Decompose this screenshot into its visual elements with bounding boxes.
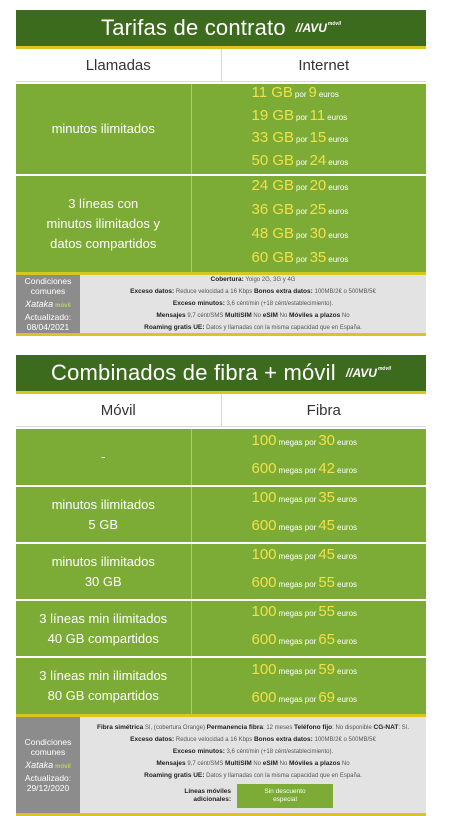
xataka-logo-text: Xataka: [25, 299, 54, 309]
condition-label: Fibra simétrica: [97, 724, 144, 731]
price-value: 69: [318, 688, 336, 706]
price-amount: 100: [251, 489, 277, 507]
condition-line: [86, 746, 420, 758]
price-amount: 600: [251, 688, 277, 706]
brand-logo: [296, 21, 341, 35]
updated-label: Actualizado:: [24, 773, 72, 783]
table-row: [16, 82, 426, 174]
condition-value: Yoigo 2G, 3G y 4G: [243, 277, 296, 283]
table-row: [16, 427, 426, 485]
condition-label: MultiSIM: [225, 760, 252, 767]
condition-value: : No disponible: [332, 725, 374, 731]
plan-description: [16, 176, 192, 272]
price-list: [192, 544, 427, 599]
plan-description-line: 3 líneas min ilimitados: [39, 610, 168, 626]
plan-description-lines: [39, 666, 167, 706]
price-value: 35: [309, 248, 327, 266]
price-line: [252, 152, 351, 175]
plan-description: [16, 429, 192, 485]
condition-value: 9,7 cént/SMS: [185, 761, 226, 767]
plan-description-lines: [39, 609, 167, 649]
plan-description-lines: [101, 447, 105, 467]
condition-line: [86, 310, 420, 322]
xataka-logo-sub: móvil: [55, 764, 71, 770]
conditions-side: [16, 275, 80, 333]
price-per: megas por: [278, 579, 317, 589]
brand-sub: móvil: [377, 366, 391, 372]
price-unit: euros: [327, 112, 348, 122]
section-header: [16, 10, 426, 49]
price-unit: euros: [328, 135, 349, 144]
condition-value: : 12 meses: [262, 725, 294, 731]
condition-label: Roaming gratis UE:: [144, 772, 205, 779]
condition-label: Exceso minutos:: [172, 300, 225, 307]
plan-description-line: 30 GB: [84, 573, 122, 589]
price-line: [252, 574, 360, 597]
condition-value: No: [251, 761, 263, 767]
price-value: 20: [309, 176, 327, 194]
price-line: [252, 129, 351, 152]
condition-value: Sí, (cobertura Orange): [143, 725, 207, 731]
condition-value: 100MB/2€ o 500MB/5€: [312, 289, 376, 295]
price-unit: euros: [337, 666, 358, 676]
condition-value: No: [340, 761, 350, 767]
price-per: megas por: [278, 522, 317, 532]
condition-label: Bonos extra datos:: [253, 288, 313, 295]
col-header-fiber: Fibra: [306, 401, 341, 419]
no-discount-badge: Sin descuento especial: [237, 784, 333, 808]
tariff-rows: [16, 82, 426, 272]
price-amount: 100: [251, 431, 277, 449]
price-line: [252, 631, 360, 654]
price-list: [192, 176, 427, 272]
price-per: por: [296, 254, 308, 264]
plan-description-line: 3 líneas min ilimitados: [39, 668, 168, 683]
condition-label: Exceso datos:: [130, 288, 175, 295]
price-per: por: [296, 135, 308, 144]
price-unit: euros: [328, 182, 349, 192]
price-amount: 600: [251, 459, 277, 477]
price-unit: euros: [337, 552, 358, 562]
price-value: 55: [318, 573, 336, 591]
condition-label: Roaming gratis UE:: [144, 324, 205, 331]
col-header-mobile: Móvil: [16, 394, 222, 426]
condition-line: [86, 286, 420, 298]
price-value: 59: [318, 660, 336, 678]
table-row: [16, 174, 426, 272]
condition-label: Teléfono fijo: [294, 724, 333, 731]
condition-line: [86, 322, 420, 334]
price-per: megas por: [278, 694, 317, 704]
plan-description-lines: [52, 552, 155, 592]
plan-description-line: minutos ilimitados: [51, 121, 155, 136]
plan-description-line: minutos ilimitados y: [46, 216, 160, 231]
condition-label: Permanencia fibra: [206, 724, 263, 731]
section-title: Tarifas de contrato: [101, 15, 286, 40]
price-unit: euros: [337, 636, 358, 646]
price-per: por: [296, 112, 308, 122]
price-unit: euros: [328, 230, 349, 240]
price-per: megas por: [278, 636, 317, 646]
condition-label: CG-NAT: [373, 724, 399, 731]
conditions-text: [80, 275, 426, 333]
col-header-internet: Internet: [298, 56, 350, 74]
price-value: 11: [309, 106, 326, 124]
price-amount: 100: [251, 660, 277, 678]
condition-value: 9,7 cént/SMS: [185, 313, 226, 319]
price-amount: 600: [251, 630, 277, 648]
price-list: [192, 84, 427, 174]
conditions-text: [80, 717, 426, 813]
xataka-logo-sub: móvil: [55, 303, 71, 309]
price-line: [252, 107, 350, 130]
plan-description: [16, 84, 192, 174]
updated-date: 08/04/2021: [26, 322, 70, 332]
price-amount: 19 GB: [251, 106, 295, 124]
plan-description-line: 40 GB compartidos: [47, 630, 159, 646]
price-amount: 600: [251, 573, 277, 591]
condition-value: 3,6 cént/min (+18 cént/establecimiento).: [224, 749, 334, 755]
price-amount: 11 GB: [251, 84, 293, 101]
price-line: [252, 546, 360, 569]
price-unit: euros: [328, 254, 349, 264]
price-per: por: [296, 230, 308, 240]
price-unit: euros: [337, 579, 358, 589]
plan-description-line: 5 GB: [88, 516, 119, 532]
condition-line: [86, 758, 420, 770]
updated-date: 29/12/2020: [26, 783, 70, 793]
condition-label: eSIM: [262, 760, 278, 767]
condition-label: Móviles a plazos: [288, 312, 341, 319]
conditions-box: [16, 714, 426, 813]
condition-value: No: [277, 761, 289, 767]
price-line: [252, 460, 360, 483]
price-value: 25: [309, 200, 327, 218]
condition-value: Datos y llamadas con la misma capacidad que en España.: [204, 325, 362, 331]
price-list: [192, 658, 427, 714]
price-unit: euros: [337, 609, 358, 619]
price-unit: euros: [337, 522, 358, 532]
price-value: 30: [318, 431, 336, 449]
condition-line: [86, 298, 420, 310]
price-amount: 36 GB: [251, 200, 295, 218]
condition-line: [86, 722, 420, 734]
price-value: 45: [318, 516, 336, 534]
plan-description: [16, 658, 192, 714]
price-line: [252, 177, 351, 200]
table-row: [16, 542, 426, 599]
additional-lines-row: [86, 784, 420, 808]
plan-description-line: datos compartidos: [50, 236, 157, 251]
price-list: [192, 429, 427, 485]
price-amount: 48 GB: [251, 224, 295, 242]
price-per: megas por: [278, 666, 317, 676]
price-unit: euros: [337, 495, 358, 505]
price-per: megas por: [278, 552, 317, 562]
combo-rows: [16, 427, 426, 714]
brand-sub: móvil: [327, 21, 341, 27]
price-value: 9: [308, 84, 317, 101]
brand-name: //AVU: [345, 366, 377, 380]
price-value: 30: [309, 224, 327, 242]
price-value: 65: [318, 630, 336, 648]
price-line: [252, 489, 360, 512]
price-list: [192, 487, 427, 542]
condition-label: Mensajes: [156, 760, 186, 767]
condition-value: 3,6 cént/min (+18 cént/establecimiento).: [224, 301, 334, 307]
condition-label: MultiSIM: [225, 312, 252, 319]
price-amount: 600: [251, 516, 277, 534]
xataka-logo: [18, 299, 78, 309]
price-line: [252, 432, 360, 455]
price-amount: 100: [251, 603, 277, 621]
price-unit: euros: [337, 694, 358, 704]
table-row: [16, 656, 426, 714]
plan-description: [16, 544, 192, 599]
conditions-title: Condiciones comunes: [24, 737, 72, 757]
condition-value: No: [251, 313, 263, 319]
section-title: Combinados de fibra + móvil: [50, 360, 336, 385]
updated-label: Actualizado:: [24, 312, 72, 322]
condition-value: 100MB/2€ o 500MB/5€: [312, 737, 376, 743]
condition-value: Datos y llamadas con la misma capacidad que en España.: [204, 773, 362, 779]
table-row: [16, 599, 426, 656]
price-line: [252, 225, 351, 248]
price-amount: 24 GB: [251, 176, 295, 194]
price-value: 35: [318, 489, 336, 507]
conditions-side: [16, 717, 80, 813]
plan-description-lines: [52, 119, 155, 139]
price-line: [252, 603, 360, 626]
price-value: 45: [318, 546, 336, 564]
condition-value: No: [340, 313, 350, 319]
condition-line: [86, 274, 420, 286]
condition-value: No: [277, 313, 289, 319]
price-amount: 50 GB: [251, 151, 295, 169]
price-amount: 60 GB: [251, 248, 295, 266]
plan-description-line: 3 líneas con: [68, 196, 139, 211]
section-header: [16, 355, 426, 394]
plan-description: [16, 601, 192, 656]
col-header-calls: Llamadas: [16, 49, 222, 81]
condition-label: eSIM: [262, 312, 278, 319]
condition-label: Móviles a plazos: [288, 760, 341, 767]
brand-logo: [346, 366, 391, 380]
price-unit: euros: [337, 465, 358, 475]
price-unit: euros: [337, 437, 358, 447]
price-per: por: [296, 157, 308, 167]
price-value: 42: [318, 459, 336, 477]
column-headers: [16, 394, 426, 427]
xataka-logo: [18, 760, 78, 770]
table-row: [16, 485, 426, 542]
price-line: [252, 249, 351, 272]
tariffs-panel: [16, 10, 426, 336]
combos-panel: [16, 355, 426, 816]
xataka-logo-text: Xataka: [25, 760, 54, 770]
condition-label: Exceso minutos:: [172, 748, 225, 755]
plan-description-line: minutos ilimitados: [51, 553, 155, 569]
price-line: [252, 517, 360, 540]
price-per: megas por: [278, 465, 317, 475]
price-line: [252, 689, 360, 712]
condition-label: Bonos extra datos:: [253, 736, 313, 743]
price-unit: euros: [328, 206, 349, 216]
price-value: 24: [309, 151, 327, 169]
price-per: por: [294, 90, 307, 99]
condition-line: [86, 734, 420, 746]
condition-value: Reduce velocidad a 16 Kbps: [174, 737, 254, 743]
brand-name: //AVU: [295, 21, 327, 35]
price-line: [252, 84, 341, 107]
condition-value: Reduce velocidad a 16 Kbps: [174, 289, 254, 295]
price-per: megas por: [278, 609, 317, 619]
price-unit: euros: [318, 90, 339, 99]
condition-label: Mensajes: [156, 312, 186, 319]
plan-description-line: -: [101, 449, 106, 464]
condition-label: Exceso datos:: [130, 736, 175, 743]
price-line: [252, 201, 351, 224]
price-list: [192, 601, 427, 656]
price-amount: 100: [251, 546, 277, 564]
price-per: megas por: [278, 495, 317, 505]
price-amount: 33 GB: [251, 129, 295, 146]
condition-line: [86, 770, 420, 782]
additional-lines-label: Líneas móviles adicionales:: [184, 788, 231, 803]
plan-description-line: minutos ilimitados: [51, 496, 155, 512]
price-line: [252, 661, 360, 684]
price-value: 15: [309, 129, 327, 146]
price-per: megas por: [278, 437, 317, 447]
plan-description-lines: [52, 495, 155, 535]
conditions-box: [16, 272, 426, 333]
column-headers: [16, 49, 426, 82]
plan-description-lines: [47, 194, 160, 254]
price-per: por: [296, 206, 308, 216]
price-value: 55: [318, 603, 336, 621]
price-per: por: [296, 182, 308, 192]
condition-label: Cobertura:: [210, 276, 244, 283]
plan-description: [16, 487, 192, 542]
plan-description-line: 80 GB compartidos: [47, 688, 159, 703]
condition-value: : Sí.: [398, 725, 409, 731]
conditions-title: Condiciones comunes: [24, 276, 72, 296]
price-unit: euros: [328, 157, 349, 167]
